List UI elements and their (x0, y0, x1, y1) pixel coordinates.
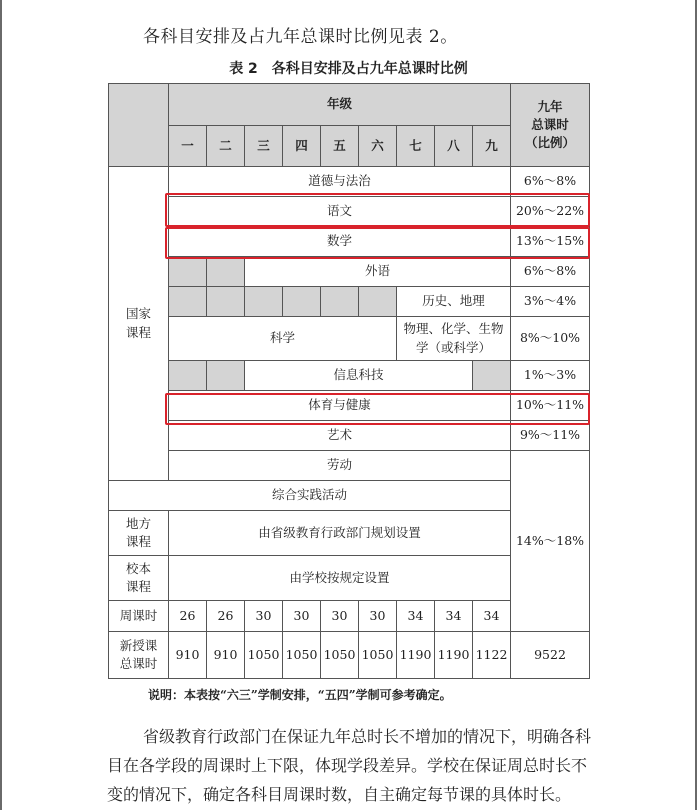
intro-line: 各科目安排及占九年总课时比例见表 2。 (143, 27, 458, 47)
total-value: 1190 (435, 632, 473, 679)
school-line1: 校本 (125, 560, 151, 576)
ratio-header-line2: 总课时 (531, 116, 569, 132)
ratio-foreign: 6%～8% (511, 257, 590, 287)
total-value: 1050 (283, 632, 321, 679)
total-label-line2: 总课时 (119, 656, 158, 671)
science-alt-line2: 学（或科学） (415, 339, 491, 355)
weekly-value: 30 (245, 601, 283, 632)
ratio-header-line1: 九年 (537, 98, 563, 114)
blank-cell (207, 257, 245, 287)
row-art (109, 421, 590, 451)
table-caption: 表 2 各科目安排及占九年总课时比例 (229, 61, 468, 77)
weekly-value: 34 (397, 601, 435, 632)
subject-math: 数学 (169, 227, 511, 257)
ratio-shared: 14%～18% (511, 451, 590, 632)
subject-chinese: 语文 (169, 197, 511, 227)
paragraph-line3: 变的情况下，确定各科目周课时数，自主确定每节课的具体时长。 (107, 785, 572, 804)
blank-cell (245, 287, 283, 317)
row-foreign (109, 257, 590, 287)
ratio-header-line3: （比例） (524, 135, 575, 151)
national-group (109, 167, 169, 481)
blank-cell (169, 257, 207, 287)
highlight-chinese (165, 193, 590, 227)
total-value: 1122 (473, 632, 511, 679)
weekly-value: 34 (435, 601, 473, 632)
weekly-label: 周课时 (109, 601, 169, 632)
subject-pe: 体育与健康 (169, 391, 511, 421)
total-value: 910 (169, 632, 207, 679)
curriculum-table (108, 83, 590, 679)
school-group (109, 556, 169, 601)
subject-foreign: 外语 (245, 257, 511, 287)
local-line1: 地方 (125, 515, 151, 531)
grade-1: 一 (169, 126, 207, 167)
ratio-pe: 10%～11% (511, 391, 590, 421)
ratio-chinese: 20%～22% (511, 197, 590, 227)
ratio-history: 3%～4% (511, 287, 590, 317)
local-group (109, 511, 169, 556)
row-labor (109, 451, 590, 481)
local-line2: 课程 (125, 534, 151, 549)
ratio-science: 8%～10% (511, 317, 590, 361)
subject-practice: 综合实践活动 (109, 481, 511, 511)
blank-cell (169, 361, 207, 391)
total-value: 1050 (359, 632, 397, 679)
total-label (109, 632, 169, 679)
subject-labor: 劳动 (169, 451, 511, 481)
paragraph-line2: 目在各学段的周课时上下限，体现学段差异。学校在保证周总时长不 (107, 756, 588, 775)
row-it (109, 361, 590, 391)
blank-cell (473, 361, 511, 391)
weekly-value: 30 (283, 601, 321, 632)
grade-2: 二 (207, 126, 245, 167)
header-row-1 (109, 84, 590, 126)
highlight-pe (165, 393, 590, 425)
subject-school: 由学校按规定设置 (169, 556, 511, 601)
total-value: 1050 (245, 632, 283, 679)
total-value: 1050 (321, 632, 359, 679)
subject-science: 科学 (169, 317, 397, 361)
weekly-value: 26 (169, 601, 207, 632)
subject-history: 历史、地理 (397, 287, 511, 317)
grade-header: 年级 (169, 84, 511, 126)
subject-art: 艺术 (169, 421, 511, 451)
grade-4: 四 (283, 126, 321, 167)
weekly-value: 30 (359, 601, 397, 632)
grade-9: 九 (473, 126, 511, 167)
total-sum: 9522 (511, 632, 590, 679)
subject-local: 由省级教育行政部门规划设置 (169, 511, 511, 556)
blank-cell (207, 287, 245, 317)
weekly-value: 30 (321, 601, 359, 632)
blank-cell (207, 361, 245, 391)
blank-cell (283, 287, 321, 317)
total-label-line1: 新授课 (119, 637, 158, 653)
subject-science-alt (397, 317, 511, 361)
grade-7: 七 (397, 126, 435, 167)
subject-it: 信息科技 (245, 361, 473, 391)
blank-cell (359, 287, 397, 317)
highlight-math (165, 227, 590, 259)
grade-3: 三 (245, 126, 283, 167)
row-morality (109, 167, 590, 197)
science-alt-line1: 物理、化学、生物 (403, 321, 504, 337)
ratio-it: 1%～3% (511, 361, 590, 391)
blank-cell (169, 287, 207, 317)
ratio-math: 13%～15% (511, 227, 590, 257)
weekly-value: 26 (207, 601, 245, 632)
national-line2: 课程 (125, 324, 151, 340)
grade-6: 六 (359, 126, 397, 167)
corner-cell (109, 84, 169, 167)
row-history (109, 287, 590, 317)
grade-5: 五 (321, 126, 359, 167)
total-value: 1190 (397, 632, 435, 679)
total-value: 910 (207, 632, 245, 679)
blank-cell (321, 287, 359, 317)
body-paragraph (107, 722, 627, 809)
page-edge-left (0, 0, 2, 810)
row-science (109, 317, 590, 361)
row-total (109, 632, 590, 679)
ratio-art: 9%～11% (511, 421, 590, 451)
ratio-header (511, 84, 590, 167)
weekly-value: 34 (473, 601, 511, 632)
grade-8: 八 (435, 126, 473, 167)
ratio-morality: 6%～8% (511, 167, 590, 197)
national-line1: 国家 (125, 306, 151, 322)
school-line2: 课程 (125, 579, 151, 594)
subject-morality: 道德与法治 (169, 167, 511, 197)
table-note: 说明：本表按“六三”学制安排，“五四”学制可参考确定。 (148, 688, 452, 702)
paragraph-line1: 省级教育行政部门在保证九年总时长不增加的情况下，明确各科 (143, 727, 592, 746)
